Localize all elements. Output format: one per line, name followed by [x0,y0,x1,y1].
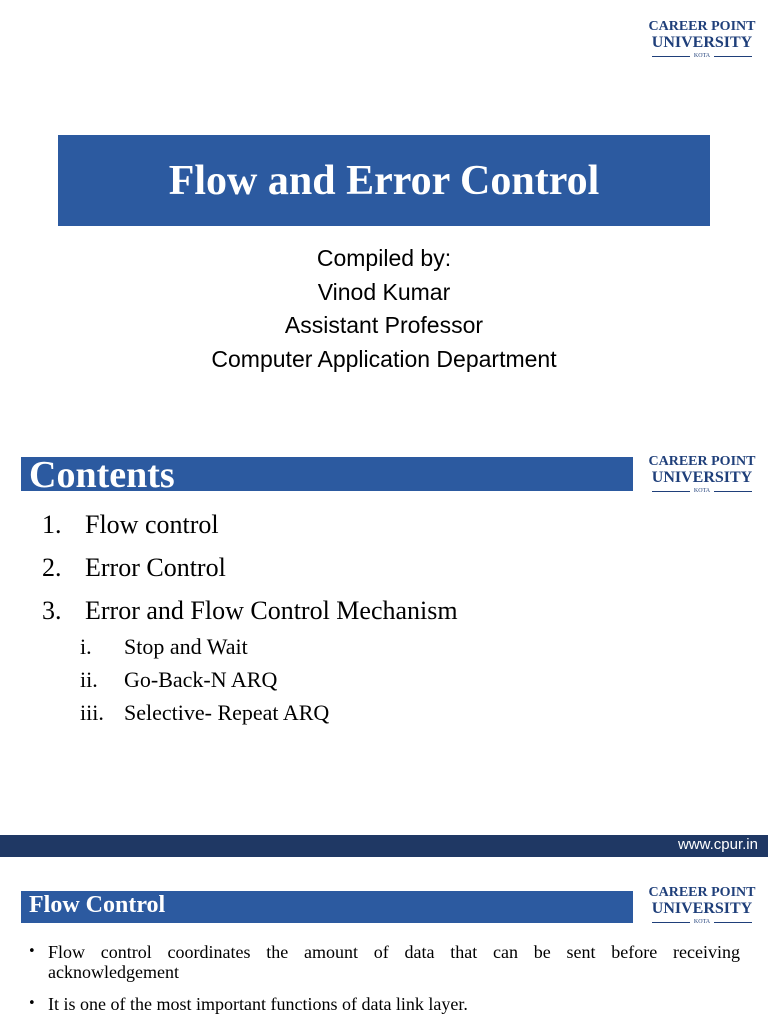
author-block [0,242,768,376]
toc-item [42,596,458,626]
toc-item-number: 2. [42,553,62,582]
bullet-icon: • [28,996,36,1011]
toc-subitem-number: ii. [80,667,98,692]
footer-url: www.cpur.in [677,836,758,853]
toc-item-label: Error and Flow Control Mechanism [85,596,458,625]
toc-item-label: Flow control [85,510,219,539]
toc-item-number: 3. [42,596,62,625]
toc-subitem [80,634,248,660]
contents-heading-bar [21,454,633,496]
logo-line-kota: KOTA [648,488,756,494]
bullet-text: Flow control coordinates the amount of data that can be sent before receiving acknowledgement [48,942,740,982]
bullet-icon: • [28,944,36,959]
author-name: Vinod Kumar [317,278,451,305]
toc-item-label: Error Control [85,553,226,582]
author-position: Assistant Professor [284,312,484,338]
toc-subitem-label: Stop and Wait [124,634,248,659]
flow-control-heading: Flow Control [29,892,166,918]
university-logo [648,20,756,59]
toc-item [42,510,219,540]
bullet-item [28,994,740,1014]
logo-line-career-point: CAREER POINT [648,454,756,469]
toc-item [42,553,226,583]
logo-line-kota: KOTA [648,919,756,925]
logo-line-university: UNIVERSITY [651,34,753,51]
title-banner [58,135,710,226]
contents-heading: Contents [29,454,175,496]
logo-line-university: UNIVERSITY [651,900,753,917]
slide-title: Flow and Error Control [168,157,600,204]
university-logo [648,455,756,494]
logo-line-career-point: CAREER POINT [648,19,756,34]
logo-line-university: UNIVERSITY [651,469,753,486]
logo-line-career-point: CAREER POINT [648,885,756,900]
toc-subitem-label: Go-Back-N ARQ [124,667,278,692]
compiled-by-label: Compiled by: [316,245,452,271]
toc-subitem [80,700,329,726]
flow-control-heading-bar [21,891,633,923]
bullet-item [28,942,740,982]
toc-item-number: 1. [42,510,62,539]
toc-subitem [80,667,277,693]
footer-bar [0,835,768,857]
toc-subitem-number: i. [80,634,92,659]
bullet-text: It is one of the most important functions of data link layer. [48,994,468,1014]
logo-line-kota: KOTA [648,53,756,59]
toc-subitem-label: Selective- Repeat ARQ [124,700,330,725]
author-department: Computer Application Department [211,345,557,372]
toc-subitem-number: iii. [80,700,104,725]
university-logo [648,886,756,925]
